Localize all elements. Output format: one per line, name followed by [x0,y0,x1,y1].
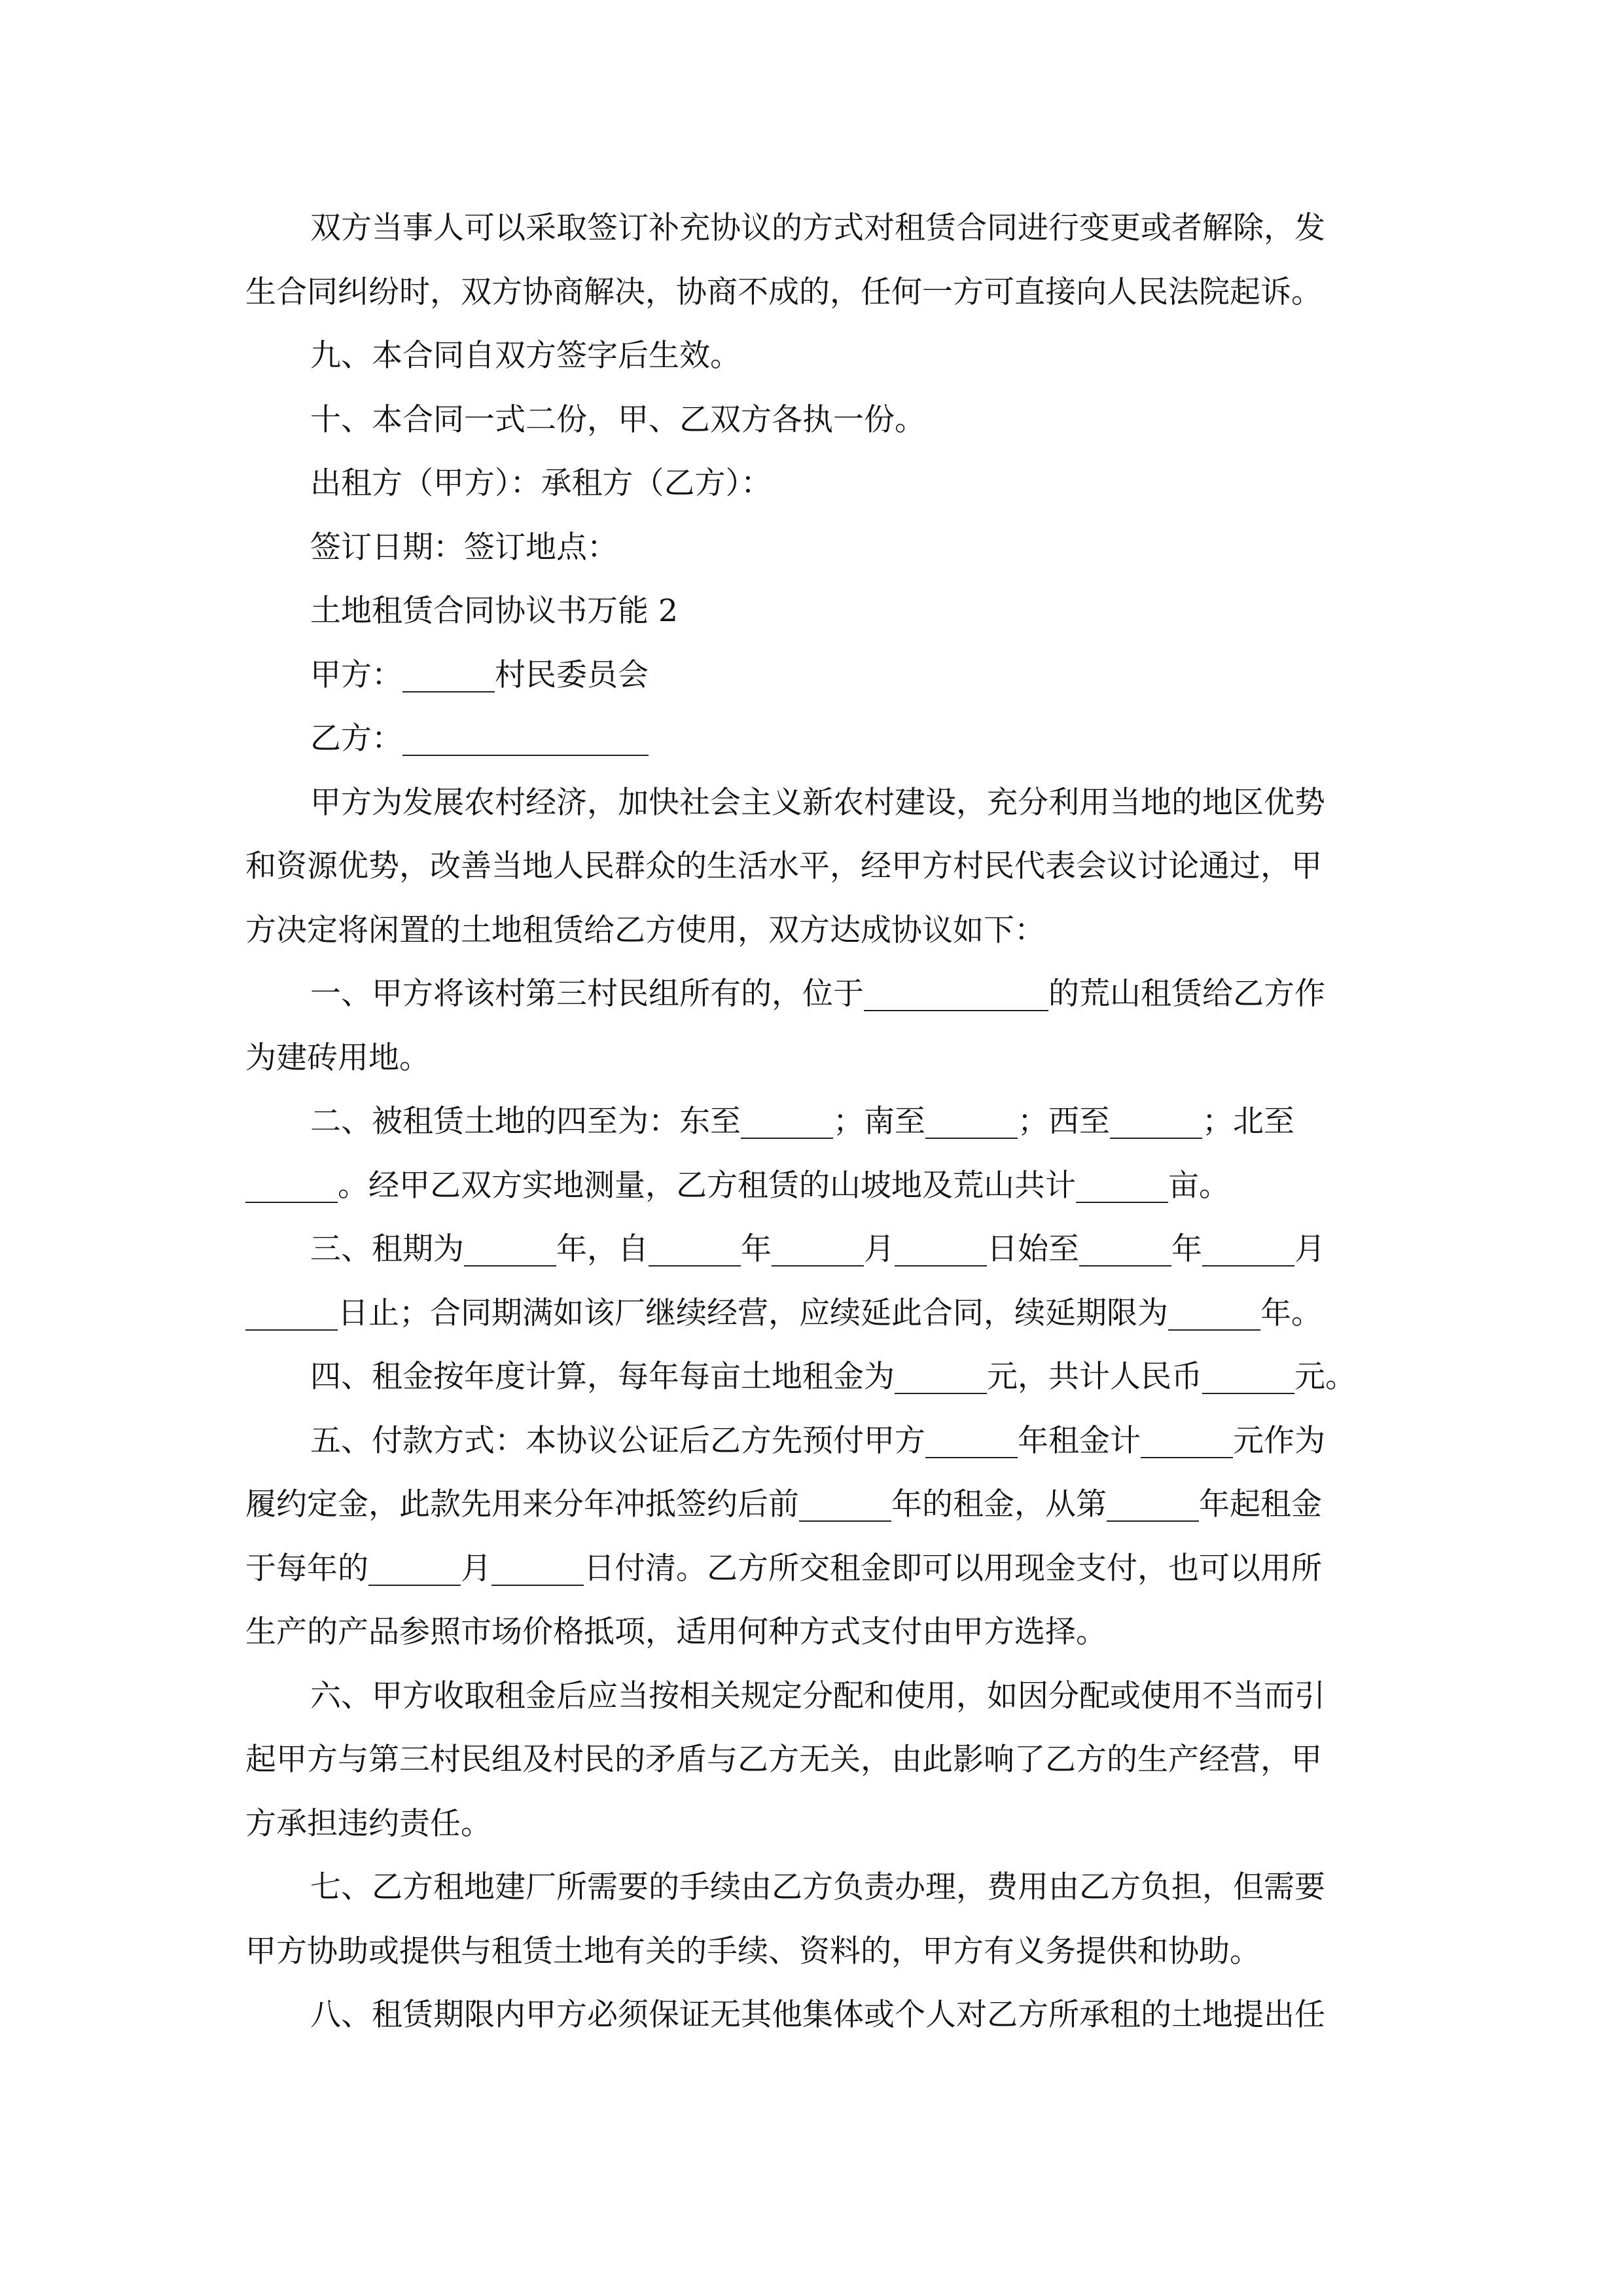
text-line-14: 为建砖用地。 [245,1039,430,1076]
text-line-21: 履约定金，此款先用来分年冲抵签约后前______年的租金，从第______年起租金 [245,1486,1322,1522]
text-line-12: 方决定将闲置的土地租赁给乙方使用，双方达成协议如下： [245,912,1045,948]
text-line-16: ______。经甲乙双方实地测量，乙方租赁的山坡地及荒山共计______亩。 [245,1167,1230,1204]
party-b-line: 乙方：________________ [310,721,649,757]
text-line-22: 于每年的______月______日付清。乙方所交租金即可以用现金支付，也可以用所 [245,1550,1322,1587]
text-line-1: 双方当事人可以采取签订补充协议的方式对租赁合同进行变更或者解除，发 [310,210,1325,246]
text-line-15: 二、被租赁土地的四至为：东至______；南至______；西至______；北至 [310,1103,1294,1139]
text-line-11: 和资源优势，改善当地人民群众的生活水平，经甲方村民代表会议讨论通过，甲 [245,848,1322,884]
text-line-27: 七、乙方租地建厂所需要的手续由乙方负责办理，费用由乙方负担，但需要 [310,1869,1325,1905]
text-line-23: 生产的产品参照市场价格抵项，适用何种方式支付由甲方选择。 [245,1614,1107,1650]
text-line-19: 四、租金按年度计算，每年每亩土地租金为______元，共计人民币______元。 [310,1359,1356,1395]
text-line-13: 一、甲方将该村第三村民组所有的，位于____________的荒山租赁给乙方作 [310,976,1325,1012]
text-line-25: 起甲方与第三村民组及村民的矛盾与乙方无关，由此影响了乙方的生产经营，甲 [245,1742,1322,1778]
text-line-3: 九、本合同自双方签字后生效。 [310,338,741,374]
text-line-24: 六、甲方收取租金后应当按相关规定分配和使用，如因分配或使用不当而引 [310,1677,1325,1714]
text-line-2: 生合同纠纷时，双方协商解决，协商不成的，任何一方可直接向人民法院起诉。 [245,274,1322,310]
text-line-17: 三、租期为______年，自______年______月______日始至______年______月 [310,1231,1325,1267]
text-line-26: 方承担违约责任。 [245,1805,491,1842]
text-line-18: ______日止；合同期满如该厂继续经营，应续延此合同，续延期限为______年。 [245,1295,1322,1331]
text-line-28: 甲方协助或提供与租赁土地有关的手续、资料的，甲方有义务提供和协助。 [245,1933,1260,1969]
document-title: 土地租赁合同协议书万能 2 [310,593,678,629]
party-a-line: 甲方：______村民委员会 [310,656,649,693]
text-line-29: 八、租赁期限内甲方必须保证无其他集体或个人对乙方所承租的土地提出任 [310,1997,1325,2033]
text-line-4: 十、本合同一式二份，甲、乙双方各执一份。 [310,401,925,438]
text-line-20: 五、付款方式：本协议公证后乙方先预付甲方______年租金计______元作为 [310,1422,1325,1459]
text-line-10: 甲方为发展农村经济，加快社会主义新农村建设，充分利用当地的地区优势 [310,784,1325,821]
text-line-5: 出租方（甲方）：承租方（乙方）： [310,465,772,501]
text-line-6: 签订日期：签订地点： [310,529,618,565]
document-page [245,196,1387,2047]
